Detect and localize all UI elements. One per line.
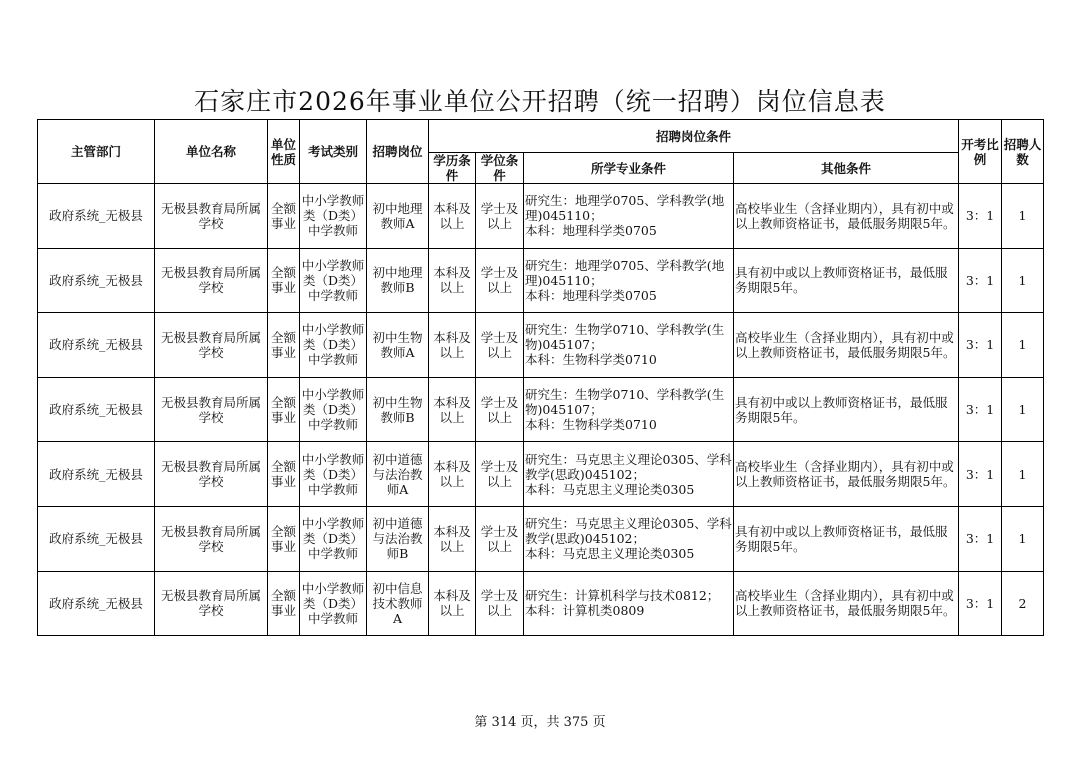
cell-degree: 学士及以上	[476, 377, 524, 442]
cell-unit: 无极县教育局所属学校	[155, 442, 268, 507]
table-row	[38, 506, 1044, 571]
cell-position: 初中信息技术教师A	[367, 571, 429, 636]
header-education: 学历条件	[429, 153, 476, 184]
cell-position: 初中生物教师A	[367, 313, 429, 378]
header-other: 其他条件	[734, 153, 959, 184]
cell-education: 本科及以上	[429, 442, 476, 507]
header-major: 所学专业条件	[524, 153, 734, 184]
positions-table	[37, 119, 1044, 636]
cell-nature: 全额事业	[268, 248, 300, 313]
cell-nature: 全额事业	[268, 571, 300, 636]
cell-major: 研究生：马克思主义理论0305、学科教学(思政)045102； 本科：马克思主义理论类0305	[524, 442, 734, 507]
cell-count: 1	[1002, 506, 1044, 571]
cell-nature: 全额事业	[268, 184, 300, 249]
cell-position: 初中道德与法治教师B	[367, 506, 429, 571]
cell-count: 1	[1002, 248, 1044, 313]
cell-degree: 学士及以上	[476, 571, 524, 636]
cell-unit: 无极县教育局所属学校	[155, 248, 268, 313]
cell-dept: 政府系统_无极县	[38, 506, 155, 571]
cell-major: 研究生：生物学0710、学科教学(生物)045107； 本科：生物科学类0710	[524, 313, 734, 378]
cell-degree: 学士及以上	[476, 184, 524, 249]
cell-education: 本科及以上	[429, 184, 476, 249]
table-row	[38, 184, 1044, 249]
cell-dept: 政府系统_无极县	[38, 184, 155, 249]
cell-nature: 全额事业	[268, 377, 300, 442]
cell-count: 1	[1002, 184, 1044, 249]
cell-position: 初中地理教师A	[367, 184, 429, 249]
cell-exam-type: 中小学教师类（D类）中学教师	[300, 506, 367, 571]
header-position: 招聘岗位	[367, 120, 429, 184]
header-count: 招聘人数	[1002, 120, 1044, 184]
cell-other: 具有初中或以上教师资格证书，最低服务期限5年。	[734, 506, 959, 571]
table-row	[38, 248, 1044, 313]
cell-position: 初中地理教师B	[367, 248, 429, 313]
header-nature: 单位性质	[268, 120, 300, 184]
cell-unit: 无极县教育局所属学校	[155, 571, 268, 636]
cell-nature: 全额事业	[268, 442, 300, 507]
cell-unit: 无极县教育局所属学校	[155, 313, 268, 378]
cell-education: 本科及以上	[429, 377, 476, 442]
cell-count: 2	[1002, 571, 1044, 636]
cell-ratio: 3：1	[959, 442, 1002, 507]
cell-degree: 学士及以上	[476, 442, 524, 507]
header-ratio: 开考比例	[959, 120, 1002, 184]
cell-dept: 政府系统_无极县	[38, 313, 155, 378]
cell-count: 1	[1002, 377, 1044, 442]
header-exam-type: 考试类别	[300, 120, 367, 184]
cell-ratio: 3：1	[959, 313, 1002, 378]
cell-nature: 全额事业	[268, 506, 300, 571]
cell-major: 研究生：地理学0705、学科教学(地理)045110； 本科：地理科学类0705	[524, 184, 734, 249]
cell-unit: 无极县教育局所属学校	[155, 506, 268, 571]
cell-ratio: 3：1	[959, 184, 1002, 249]
cell-dept: 政府系统_无极县	[38, 571, 155, 636]
cell-other: 高校毕业生（含择业期内），具有初中或以上教师资格证书，最低服务期限5年。	[734, 571, 959, 636]
header-conditions: 招聘岗位条件	[429, 120, 959, 153]
cell-count: 1	[1002, 313, 1044, 378]
cell-exam-type: 中小学教师类（D类）中学教师	[300, 377, 367, 442]
cell-exam-type: 中小学教师类（D类）中学教师	[300, 184, 367, 249]
cell-ratio: 3：1	[959, 377, 1002, 442]
cell-degree: 学士及以上	[476, 506, 524, 571]
cell-other: 高校毕业生（含择业期内），具有初中或以上教师资格证书，最低服务期限5年。	[734, 442, 959, 507]
cell-major: 研究生：计算机科学与技术0812； 本科：计算机类0809	[524, 571, 734, 636]
cell-degree: 学士及以上	[476, 248, 524, 313]
table-row	[38, 571, 1044, 636]
table-row	[38, 377, 1044, 442]
page-title: 石家庄市2026年事业单位公开招聘（统一招聘）岗位信息表	[194, 87, 886, 116]
cell-degree: 学士及以上	[476, 313, 524, 378]
header-dept: 主管部门	[38, 120, 155, 184]
cell-ratio: 3：1	[959, 248, 1002, 313]
cell-exam-type: 中小学教师类（D类）中学教师	[300, 248, 367, 313]
cell-unit: 无极县教育局所属学校	[155, 184, 268, 249]
page-footer: 第 314 页，共 375 页	[474, 715, 606, 730]
cell-position: 初中道德与法治教师A	[367, 442, 429, 507]
cell-exam-type: 中小学教师类（D类）中学教师	[300, 442, 367, 507]
header-degree: 学位条件	[476, 153, 524, 184]
cell-other: 高校毕业生（含择业期内），具有初中或以上教师资格证书，最低服务期限5年。	[734, 313, 959, 378]
table-row	[38, 313, 1044, 378]
cell-exam-type: 中小学教师类（D类）中学教师	[300, 571, 367, 636]
cell-major: 研究生：马克思主义理论0305、学科教学(思政)045102； 本科：马克思主义理论类0305	[524, 506, 734, 571]
cell-ratio: 3：1	[959, 506, 1002, 571]
cell-other: 具有初中或以上教师资格证书，最低服务期限5年。	[734, 377, 959, 442]
cell-major: 研究生：生物学0710、学科教学(生物)045107； 本科：生物科学类0710	[524, 377, 734, 442]
table-row	[38, 442, 1044, 507]
cell-nature: 全额事业	[268, 313, 300, 378]
cell-dept: 政府系统_无极县	[38, 248, 155, 313]
cell-other: 具有初中或以上教师资格证书，最低服务期限5年。	[734, 248, 959, 313]
cell-other: 高校毕业生（含择业期内），具有初中或以上教师资格证书，最低服务期限5年。	[734, 184, 959, 249]
cell-education: 本科及以上	[429, 571, 476, 636]
cell-exam-type: 中小学教师类（D类）中学教师	[300, 313, 367, 378]
cell-major: 研究生：地理学0705、学科教学(地理)045110； 本科：地理科学类0705	[524, 248, 734, 313]
cell-dept: 政府系统_无极县	[38, 377, 155, 442]
cell-position: 初中生物教师B	[367, 377, 429, 442]
cell-dept: 政府系统_无极县	[38, 442, 155, 507]
cell-education: 本科及以上	[429, 313, 476, 378]
cell-education: 本科及以上	[429, 506, 476, 571]
cell-count: 1	[1002, 442, 1044, 507]
header-unit: 单位名称	[155, 120, 268, 184]
cell-ratio: 3：1	[959, 571, 1002, 636]
cell-unit: 无极县教育局所属学校	[155, 377, 268, 442]
cell-education: 本科及以上	[429, 248, 476, 313]
